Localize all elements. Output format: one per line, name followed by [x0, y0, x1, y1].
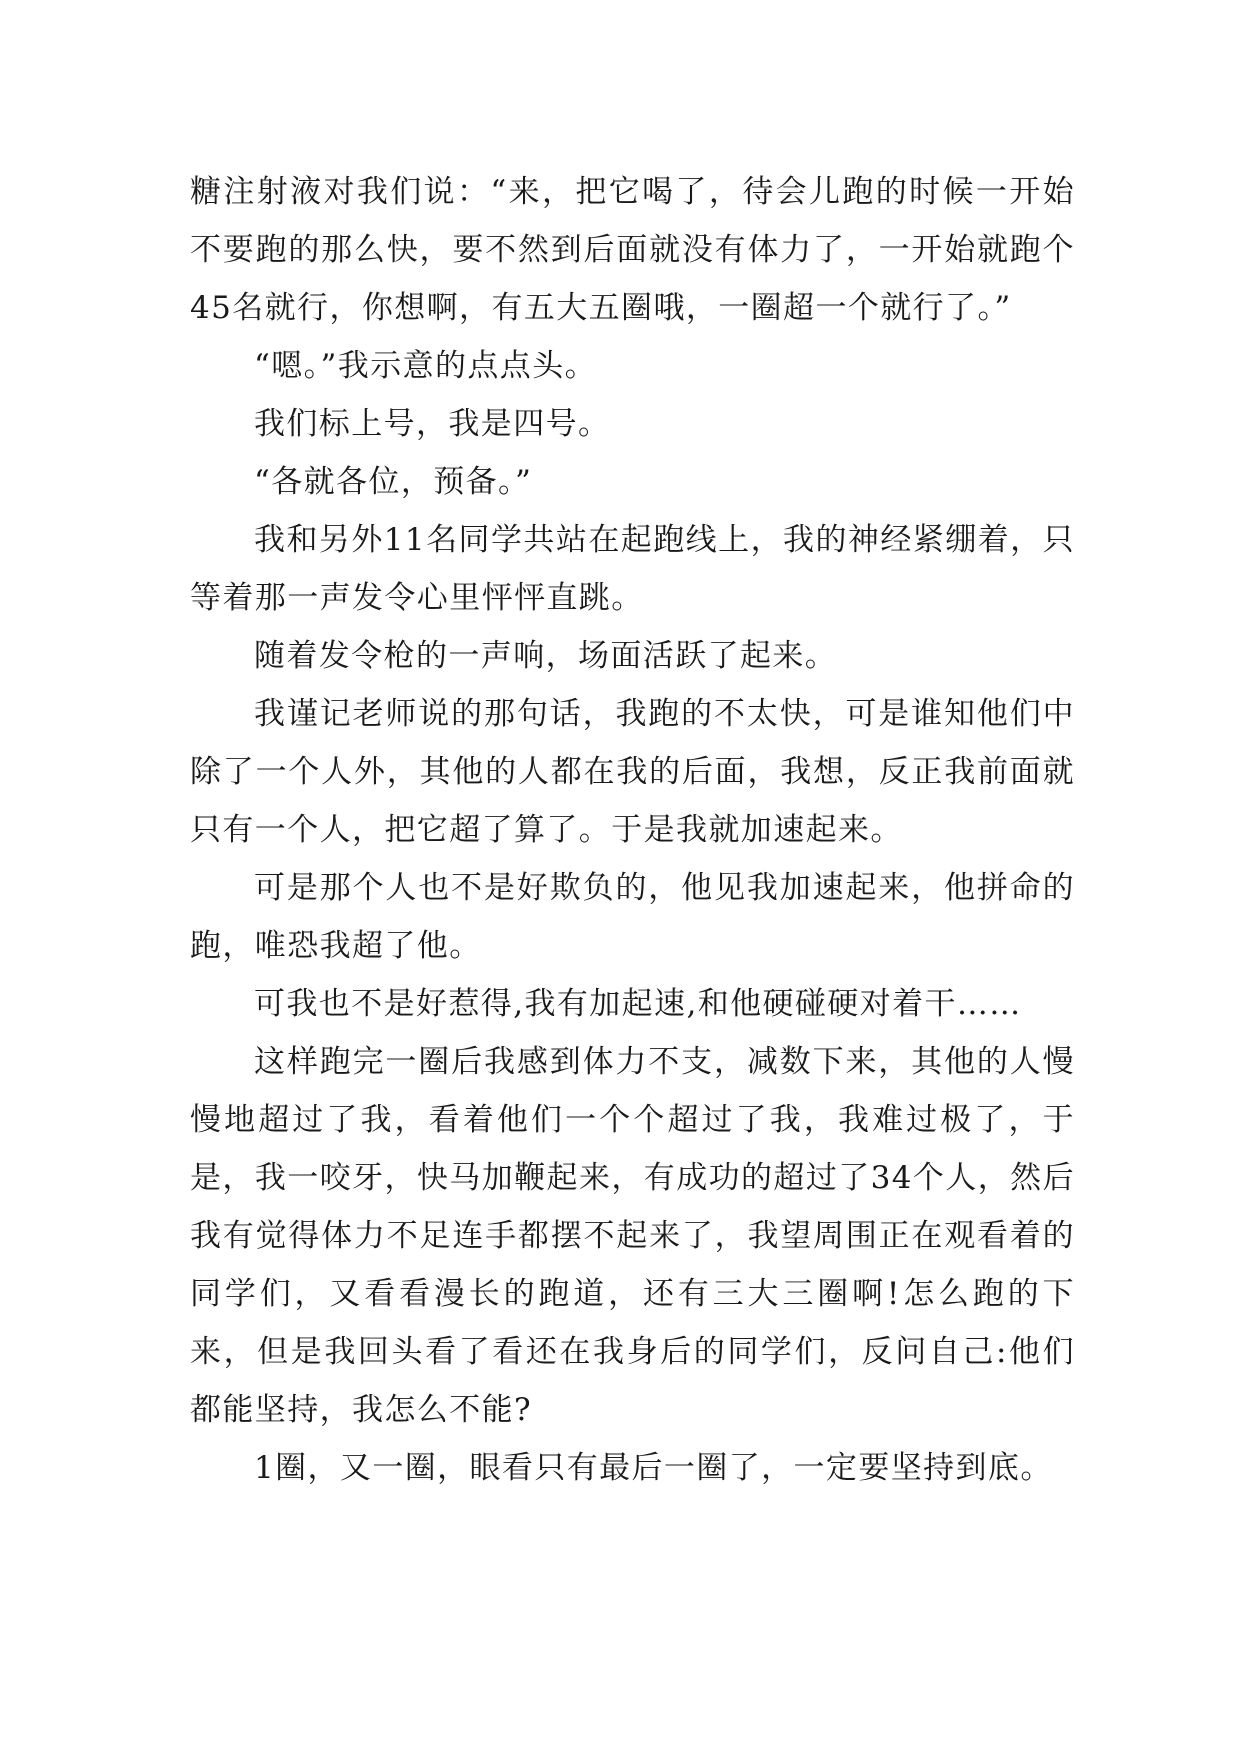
- paragraph: 我和另外11名同学共站在起跑线上，我的神经紧绷着，只等着那一声发令心里怦怦直跳。: [190, 522, 1075, 616]
- paragraph: 1圈，又一圈，眼看只有最后一圈了，一定要坚持到底。: [254, 1450, 1053, 1486]
- paragraph: 可是那个人也不是好欺负的，他见我加速起来，他拼命的跑，唯恐我超了他。: [190, 870, 1075, 964]
- paragraph: 糖注射液对我们说：“来，把它喝了，待会儿跑的时候一开始不要跑的那么快，要不然到后面就没有体力了，一开始就跑个45名就行，你想啊，有五大五圈哦，一圈超一个就行了。”: [190, 174, 1075, 326]
- paragraph: “各就各位，预备。”: [254, 464, 533, 500]
- paragraph: 可我也不是好惹得,我有加起速,和他硬碰硬对着干……: [254, 986, 1022, 1022]
- paragraph: 随着发令枪的一声响，场面活跃了起来。: [254, 638, 838, 674]
- paragraph: 我们标上号，我是四号。: [254, 406, 611, 442]
- paragraph: 这样跑完一圈后我感到体力不支，减数下来，其他的人慢慢地超过了我，看着他们一个个超过了我，我难过极了，于是，我一咬牙，快马加鞭起来，有成功的超过了34个人，然后我有觉得体力不足连手都摆不起来了，我望周围正在观看着的同学们，又看看漫长的跑道，还有三大三圈啊!怎么跑的下来，但是我回头看了看还在我身后的同学们，反问自己:他们都能坚持，我怎么不能?: [190, 1044, 1075, 1428]
- paragraph: “嗯。”我示意的点点头。: [254, 348, 597, 384]
- paragraph: 我谨记老师说的那句话，我跑的不太快，可是谁知他们中除了一个人外，其他的人都在我的后面，我想，反正我前面就只有一个人，把它超了算了。于是我就加速起来。: [190, 696, 1075, 848]
- document-body: [190, 163, 1075, 1497]
